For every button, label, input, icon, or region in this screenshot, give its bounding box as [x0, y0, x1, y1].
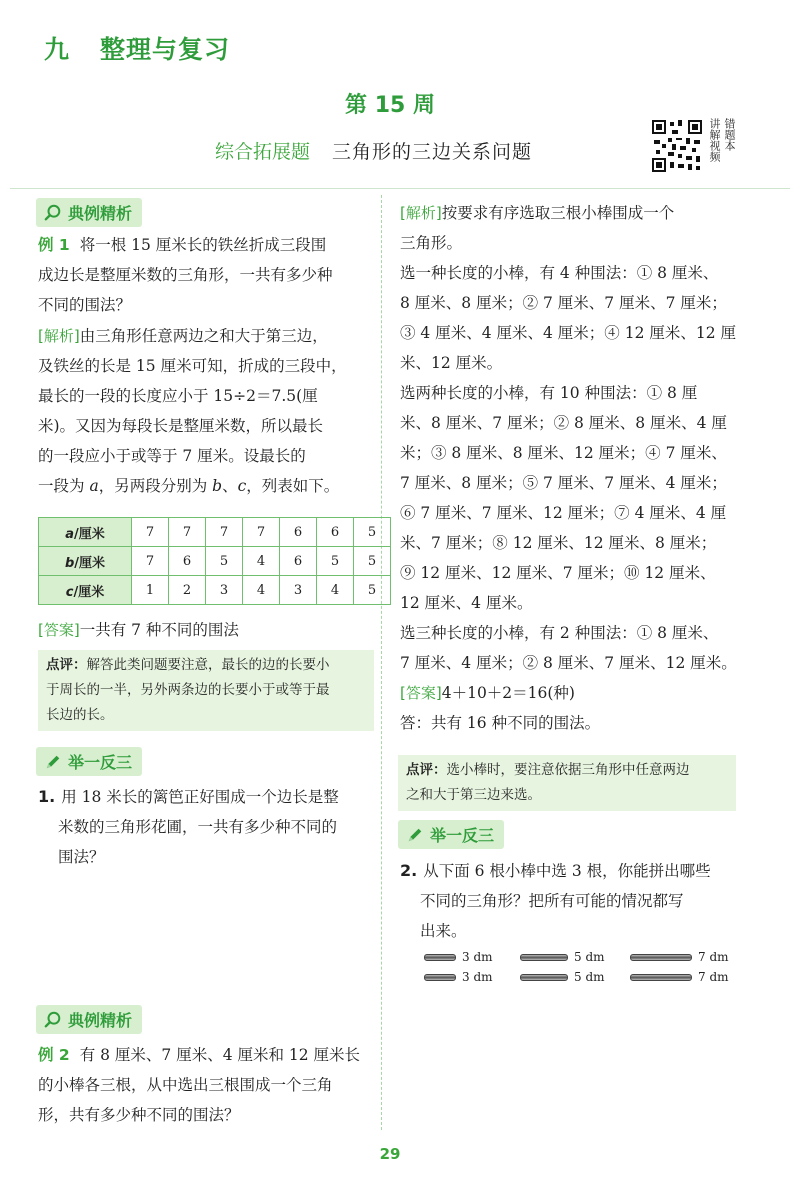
example-label: 例 1	[38, 236, 70, 254]
example-2-line: 的小棒各三根，从中选出三根围成一个三角	[38, 1076, 333, 1094]
chapter-title: 整理与复习	[100, 35, 231, 64]
analysis-tag: [解析]	[400, 204, 442, 222]
comment-line: 之和大于第三边来选。	[406, 787, 541, 803]
table-row	[39, 576, 391, 605]
stick-label: 3 dm	[462, 970, 493, 984]
table-row-header: b/厘米	[39, 547, 132, 576]
table-cell: 4	[243, 547, 280, 576]
exercise-2: 2. 从下面 6 根小棒中选 3 根，你能拼出哪些 不同的三角形？把所有可能的情况都写 出来。	[400, 856, 745, 946]
comment-line: 长边的长。	[46, 707, 114, 723]
table-cell: 4	[317, 576, 354, 605]
stick-bar	[424, 974, 456, 981]
answer-tag: [答案]	[400, 684, 442, 702]
exercise-number: 1.	[38, 787, 56, 806]
analysis-line: 米、7 厘米；⑧ 12 厘米、12 厘米、8 厘米；	[400, 534, 717, 552]
example-1-line: 成边长是整厘米数的三角形，一共有多少种	[38, 266, 333, 284]
exercise-line: 不同的三角形？把所有可能的情况都写	[420, 892, 684, 910]
section-header-example	[36, 198, 142, 227]
exercise-line: 米数的三角形花圃，一共有多少种不同的	[58, 818, 338, 836]
example-2: 例 2 有 8 厘米、7 厘米、4 厘米和 12 厘米长 的小棒各三根，从中选出三根围成一个三角 形，共有多少种不同的围法？	[38, 1040, 374, 1130]
example-1-line: 不同的围法？	[38, 296, 132, 314]
stick-bar	[630, 954, 692, 961]
analysis-line: ⑨ 12 厘米、12 厘米、7 厘米；⑩ 12 厘米、	[400, 564, 716, 582]
length-table	[38, 517, 391, 605]
table-cell: 5	[317, 547, 354, 576]
table-cell: 6	[280, 547, 317, 576]
table-cell: 7	[132, 518, 169, 547]
answer-text: 一共有 7 种不同的围法	[79, 621, 239, 639]
exercise-line: 出来。	[420, 922, 467, 940]
magnifier-icon	[44, 204, 62, 222]
stick	[630, 950, 729, 964]
stick-label: 5 dm	[574, 950, 605, 964]
exercise-line: 围法？	[58, 848, 105, 866]
qr-code-icon[interactable]	[652, 120, 702, 172]
table-cell: 7	[132, 547, 169, 576]
chapter-number: 九	[44, 35, 71, 64]
table-cell: 2	[169, 576, 206, 605]
stick-label: 5 dm	[574, 970, 605, 984]
table-cell: 5	[354, 547, 391, 576]
section-header-practice	[36, 747, 142, 776]
table-cell: 6	[280, 518, 317, 547]
stick-bar	[520, 974, 568, 981]
analysis-line: 一段为 a，另两段分别为 b、c，列表如下。	[38, 477, 340, 495]
exercise-1: 1. 用 18 米长的篱笆正好围成一个边长是整 米数的三角形花圃，一共有多少种不同的 围法？	[38, 782, 374, 872]
analysis-line: 选两种长度的小棒，有 10 种围法：① 8 厘	[400, 384, 698, 402]
section-subtitle	[215, 137, 532, 164]
stick-bar	[520, 954, 568, 961]
answer-text: 4＋10＋2＝16(种)	[441, 684, 575, 702]
table-cell: 4	[243, 576, 280, 605]
table-cell: 6	[169, 547, 206, 576]
table-cell: 7	[243, 518, 280, 547]
table-row	[39, 547, 391, 576]
table-cell: 5	[354, 576, 391, 605]
analysis-line: ③ 4 厘米、4 厘米、4 厘米；④ 12 厘米、12 厘	[400, 324, 737, 342]
analysis-line: 米)。又因为每段长是整厘米数，所以最长	[38, 417, 324, 435]
comment-box-2: 点评：选小棒时，要注意依据三角形中任意两边 之和大于第三边来选。	[398, 755, 736, 811]
answer-tag: [答案]	[38, 621, 80, 639]
stick-label: 7 dm	[698, 970, 729, 984]
week-title: 第 15 周	[345, 93, 435, 118]
stick	[520, 970, 605, 984]
table-cell: 7	[206, 518, 243, 547]
stick	[424, 950, 493, 964]
qr-label	[708, 118, 742, 162]
stick-bar	[630, 974, 692, 981]
analysis-line: 选一种长度的小棒，有 4 种围法：① 8 厘米、	[400, 264, 719, 282]
category-label: 综合拓展题	[215, 141, 311, 163]
section-header-example-2	[36, 1005, 142, 1034]
answer-1	[38, 615, 374, 645]
page-number: 29	[379, 1145, 401, 1163]
table-cell: 5	[354, 518, 391, 547]
analysis-line: 7 厘米、8 厘米；⑤ 7 厘米、7 厘米、4 厘米；	[400, 474, 727, 492]
section-header-label: 典例精析	[68, 204, 133, 223]
stick	[520, 950, 605, 964]
analysis-line: 米、8 厘米、7 厘米；② 8 厘米、8 厘米、4 厘	[400, 414, 727, 432]
analysis-line: 米、12 厘米。	[400, 354, 503, 372]
analysis-line: 7 厘米、4 厘米；② 8 厘米、7 厘米、12 厘米。	[400, 654, 737, 672]
stick	[424, 970, 493, 984]
analysis-line: 8 厘米、8 厘米；② 7 厘米、7 厘米、7 厘米；	[400, 294, 727, 312]
analysis-2: [解析]按要求有序选取三根小棒围成一个 三角形。 选一种长度的小棒，有 4 种围法：① 8 厘米、 8 厘米、8 厘米；② 7 厘米、7 厘米、7 厘米； ③ 4 厘米、4 厘米、4 厘米；④ 12 厘米、12 厘 米、12 厘米。 选两种长度的小棒，有 10 种围法：① 8 厘 米、8 厘米、7 厘米；② 8 厘米、8 厘米、4 厘 米；③ 8 厘米、8 厘米、12 厘米；④ 7 厘米、 7 厘米、8 厘米；⑤ 7 厘米、7 厘米、4 厘米； ⑥ 7 厘米、7 厘米、12 厘米；⑦ 4 厘米、4 厘 米、7 厘米；⑧ 12 厘米、12 厘米、8 厘米； ⑨ 12 厘米、12 厘米、7 厘米；⑩ 12 厘米、 12 厘米、4 厘米。 选三种长度的小棒，有 2 种围法：① 8 厘米、 7 厘米、4 厘米；② 8 厘米、7 厘米、12 厘米。 [答案]4＋10＋2＝16(种) 答：共有 16 种不同的围法。	[400, 198, 740, 738]
analysis-line: 米；③ 8 厘米、8 厘米、12 厘米；④ 7 厘米、	[400, 444, 727, 462]
table-row-header: a/厘米	[39, 518, 132, 547]
table-cell: 1	[132, 576, 169, 605]
stick	[630, 970, 729, 984]
analysis-1: [解析]由三角形任意两边之和大于第三边， 及铁丝的长是 15 厘米可知，折成的三段中， 最长的一段的长度应小于 15÷2＝7.5(厘 米)。又因为每段长是整厘米数，所以最长 的一段应小于或等于 7 厘米。设最长的 一段为 a，另两段分别为 b、c，列表如下。	[38, 321, 374, 501]
header-divider	[10, 188, 790, 189]
table-row	[39, 518, 391, 547]
example-1-line: 例 1 将一根 15 厘米长的铁丝折成三段围	[38, 236, 327, 254]
comment-box: 点评：解答此类问题要注意，最长的边的长要小 于周长的一半，另外两条边的长要小于或等于最 长边的长。	[38, 650, 374, 731]
analysis-line: 三角形。	[400, 234, 463, 252]
qr-label-errorbook: 错题本	[723, 118, 736, 151]
answer-2-line: 答：共有 16 种不同的围法。	[400, 714, 601, 732]
section-header-label: 典例精析	[68, 1011, 133, 1030]
table-cell: 3	[206, 576, 243, 605]
analysis-tag: [解析]	[38, 327, 80, 345]
analysis-line: 的一段应小于或等于 7 厘米。设最长的	[38, 447, 306, 465]
analysis-line: 12 厘米、4 厘米。	[400, 594, 533, 612]
chapter-heading	[44, 30, 230, 66]
stick-bar	[424, 954, 456, 961]
comment-label: 点评：	[46, 657, 87, 673]
pencil-icon	[44, 753, 62, 771]
exercise-number: 2.	[400, 861, 418, 880]
section-header-practice-2	[398, 820, 504, 849]
analysis-line: 及铁丝的长是 15 厘米可知，折成的三段中，	[38, 357, 347, 375]
table-cell: 3	[280, 576, 317, 605]
column-divider	[381, 195, 382, 1130]
qr-label-video: 讲解视频	[708, 118, 721, 162]
example-label: 例 2	[38, 1046, 70, 1064]
table-cell: 7	[169, 518, 206, 547]
stick-label: 7 dm	[698, 950, 729, 964]
answer-2	[400, 678, 740, 708]
table-cell: 5	[206, 547, 243, 576]
table-row-header: c/厘米	[39, 576, 132, 605]
comment-label: 点评：	[406, 762, 447, 778]
table-cell: 6	[317, 518, 354, 547]
topic-label: 三角形的三边关系问题	[332, 141, 533, 163]
section-header-label: 举一反三	[68, 753, 133, 772]
sticks-figure	[424, 950, 744, 990]
analysis-line: 选三种长度的小棒，有 2 种围法：① 8 厘米、	[400, 624, 719, 642]
section-header-label: 举一反三	[430, 826, 495, 845]
magnifier-icon	[44, 1011, 62, 1029]
analysis-line: 最长的一段的长度应小于 15÷2＝7.5(厘	[38, 387, 318, 405]
stick-label: 3 dm	[462, 950, 493, 964]
comment-line: 于周长的一半，另外两条边的长要小于或等于最	[46, 682, 330, 698]
example-1	[38, 230, 374, 320]
example-2-line: 形，共有多少种不同的围法？	[38, 1106, 240, 1124]
analysis-line: ⑥ 7 厘米、7 厘米、12 厘米；⑦ 4 厘米、4 厘	[400, 504, 727, 522]
pencil-icon	[406, 826, 424, 844]
